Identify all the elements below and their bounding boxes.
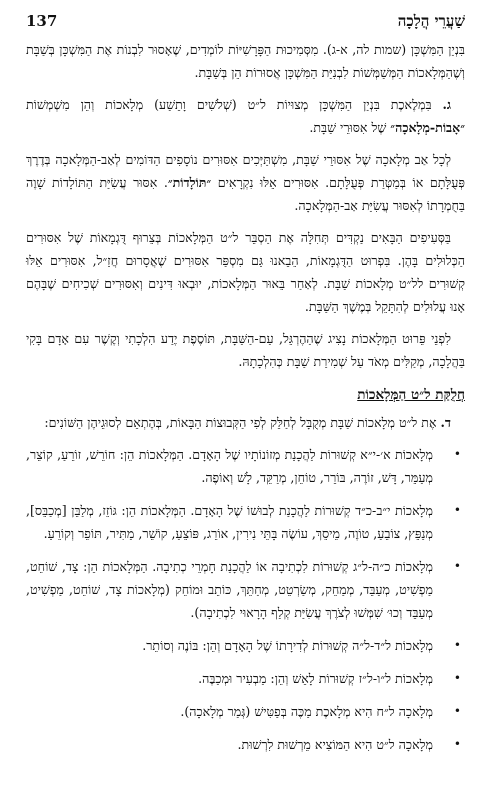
section-title: חֲלֻקַּת ל״ט הַמְּלָאכוֹת (357, 387, 465, 403)
section-intro-label: ד. (440, 415, 451, 430)
section-intro (26, 411, 465, 434)
list-item-text: מְלָאכוֹת ל״ו-ל״ז קְשׁוּרוֹת לָאֵשׁ וְהֵן: מַבְעִיר וּמְכַבֶּה. (198, 671, 433, 686)
list-item (26, 634, 465, 657)
paragraph-2-label: ג. (442, 97, 451, 112)
bullet-icon: • (453, 737, 461, 751)
running-title: שַׁעֲרֵי הֲלָכָה (397, 12, 465, 30)
bullet-icon: • (453, 559, 461, 573)
list-item-text: מְלָאכוֹת כ״ה-ל״ג קְשׁוּרוֹת לִכְתִיבָה אוֹ לַהֲכָנַת חָמְרֵי כְתִיבָה. הַמְּלָאכוֹת הֵן: צָד, שׁוֹחֵט, מַפְשִׁיט, מְעַבֵּד, מְמַחֵק, מְשַׂרְטֵט, מְחַתֵּךְ, כּוֹתֵב וּמוֹחֵק (מְלָאכוֹת צָד, שׁוֹחֵט, מַפְשִׁיט, מְעַבֵּד וְכוּ׳ שִׁמְּשׁוּ לְצֹרֶךְ עֲשִׂיַּת קְלַף הָרָאוּי לִכְתִיבָה). (26, 559, 433, 620)
paragraph-3-bold-term: ״תּוֹלָדוֹת״ (167, 175, 212, 190)
paragraph-2-text: בִּמְלֶאכֶת בִּנְיַן הַמִּשְׁכָּן מְצוּיוֹת ל״ט (שְׁלֹשִׁים וָתֵשַׁע) מְלָאכוֹת וְהֵן מִשְׁמְשׁוֹת (26, 97, 432, 112)
list-item-text: מְלָאכָה ל״ח הִיא מְלָאכֶת מַכֶּה בְּפַטִּישׁ (גְּמַר מְלָאכָה). (180, 704, 433, 719)
paragraph-4: בַּסְּעִיפִים הַבָּאִים נַקְדִּים תְּחִלָּה אֶת הַסְבֵּר ל״ט הַמְּלָאכוֹת בְּצֵרוּף דֻּגְמָאוֹת שֶׁל אִסּוּרִים הַכְּלוּלִים בָּהֶן. בִּפְרוּט הַדֻּגְמָאוֹת, הֵבֵאנוּ גַּם מִסְפַּר אִסּוּרִים שֶׁאֲסָרוּם חֲזַ״ל, אִסּוּרִים אֵלּוּ קְשׁוּרִים לל״ט מְלָאכוֹת שַׁבָּת. לְאַחַר בֵּאוּר הַמְּלָאכוֹת, יוּבְאוּ דִּינִים וְאִסּוּרִים שְׁכִיחִים שֶׁבָּהֶם אָנוּ עֲלוּלִים לְהִתָּקֵל בְּמֶשֶׁךְ הַשַּׁבָּת. (26, 230, 465, 314)
bullet-icon: • (453, 671, 461, 685)
list-item-text: מְלָאכָה ל״ט הִיא הַמּוֹצִיא מֵרְשׁוּת לִרְשׁוּת. (237, 737, 433, 752)
list-item (26, 733, 465, 756)
list-item-text: מְלָאכוֹת י״ב-כ״ד קְשׁוּרוֹת לַהֲכָנַת לְבוּשׁוֹ שֶׁל הָאָדָם. הַמְּלָאכוֹת הֵן: גּוֹזֵז, מְלַבֵּן [מְכַבֵּס], מְנַפֵּץ, צוֹבֵעַ, טוֹוֶה, מֵיסֵךְ, עוֹשֶׂה בָּתֵּי נִירִין, אוֹרֵג, פּוֹצֵעַ, קוֹשֵׁר, מַתִּיר, תּוֹפֵר וְקוֹרֵעַ. (26, 503, 433, 541)
bullet-icon: • (453, 503, 461, 517)
paragraph-3 (26, 148, 465, 217)
bullet-icon: • (453, 447, 461, 461)
list-item (26, 499, 465, 545)
bullet-icon: • (453, 704, 461, 718)
list-item (26, 667, 465, 690)
list-item (26, 555, 465, 624)
paragraph-1: בִּנְיַן הַמִּשְׁכָּן (שמות לה, א-ג). מִסְּמִיכוּת הַפָּרָשִׁיּוֹת לוֹמְדִים, שֶׁאָסוּר לִבְנוֹת אֶת הַמִּשְׁכָּן בְּשַׁבָּת וְשֶׁהַמְּלָאכוֹת הַמְּשַׁמְּשׁוֹת לִבְנִיַּת הַמִּשְׁכָּן אֲסוּרוֹת הֵן בְּשַׁבָּת. (26, 42, 465, 80)
section-intro-text: אֶת ל״ט מְלָאכוֹת שַׁבָּת מְקֻבָּל לְחַלֵּק לְפִי הַקְּבוּצוֹת הַבָּאוֹת, בְּהֶתְאֵם לְסוּגֵיהֶן הַשּׁוֹנִים: (44, 415, 437, 430)
paragraph-2-end: שֶׁל אִסּוּרֵי שַׁבָּת. (309, 120, 387, 135)
melachot-list (26, 443, 465, 756)
paragraph-2-bold-term: ״אָבוֹת-מְלָאכָה״ (390, 120, 465, 135)
list-item-text: מְלָאכוֹת א׳-י״א קְשׁוּרוֹת לַהֲכָנַת מְזוֹנוֹתָיו שֶׁל הָאָדָם. הַמְּלָאכוֹת הֵן: חוֹרֵשׁ, זוֹרֵעַ, קוֹצֵר, מְעַמֵּר, דָּשׁ, זוֹרֶה, בּוֹרֵר, טוֹחֵן, מְרַקֵּד, לָשׁ וְאוֹפֶה. (26, 447, 433, 485)
paragraph-5: לִפְנֵי פֵּרוּט הַמְּלָאכוֹת נָצִיג שֶׁהַהֶרְגֵּל, עַם-הַשַּׁבָּת, תּוֹסֶפֶת יֶדַע הִלְכָתִי וְקֶשֶׁר עִם אָדָם בָּקִי בַּהֲלָכָה, מְקַלִּים מְאֹד עַל שְׁמִירַת שַׁבָּת כְּהִלְכָתָהּ. (26, 331, 465, 369)
page-number: 137 (26, 12, 58, 30)
page-header (26, 10, 465, 38)
list-item (26, 700, 465, 723)
list-item (26, 443, 465, 489)
paragraph-2 (26, 93, 465, 139)
paragraph-3-end: . אִסּוּר עֲשִׂיַּת הַתּוֹלָדוֹת שָׁוֶה בַּחֻמְרָתוֹ לְאִסּוּר עֲשִׂיַּת אַב-הַמְּלָאכָה. (26, 175, 465, 213)
list-item-text: מְלָאכוֹת ל״ד-ל״ה קְשׁוּרוֹת לְדִירָתוֹ שֶׁל הָאָדָם וְהֵן: בּוֹנֶה וְסוֹתֵר. (142, 638, 433, 653)
bullet-icon: • (453, 638, 461, 652)
paragraph-3-text: לְכָל אַב מְלָאכָה שֶׁל אִסּוּרֵי שַׁבָּת, מִשְׁתַּיְּכִים אִסּוּרִים נוֹסָפִים הַדּוֹמִים לְאַב-הַמְּלָאכָה בְּדֶרֶךְ פְּעֻלָּתָם אוֹ בְּמַטְּרַת פְּעֻלָּתָם. אִסּוּרִים אֵלּוּ נִקְרָאִים (26, 152, 465, 190)
